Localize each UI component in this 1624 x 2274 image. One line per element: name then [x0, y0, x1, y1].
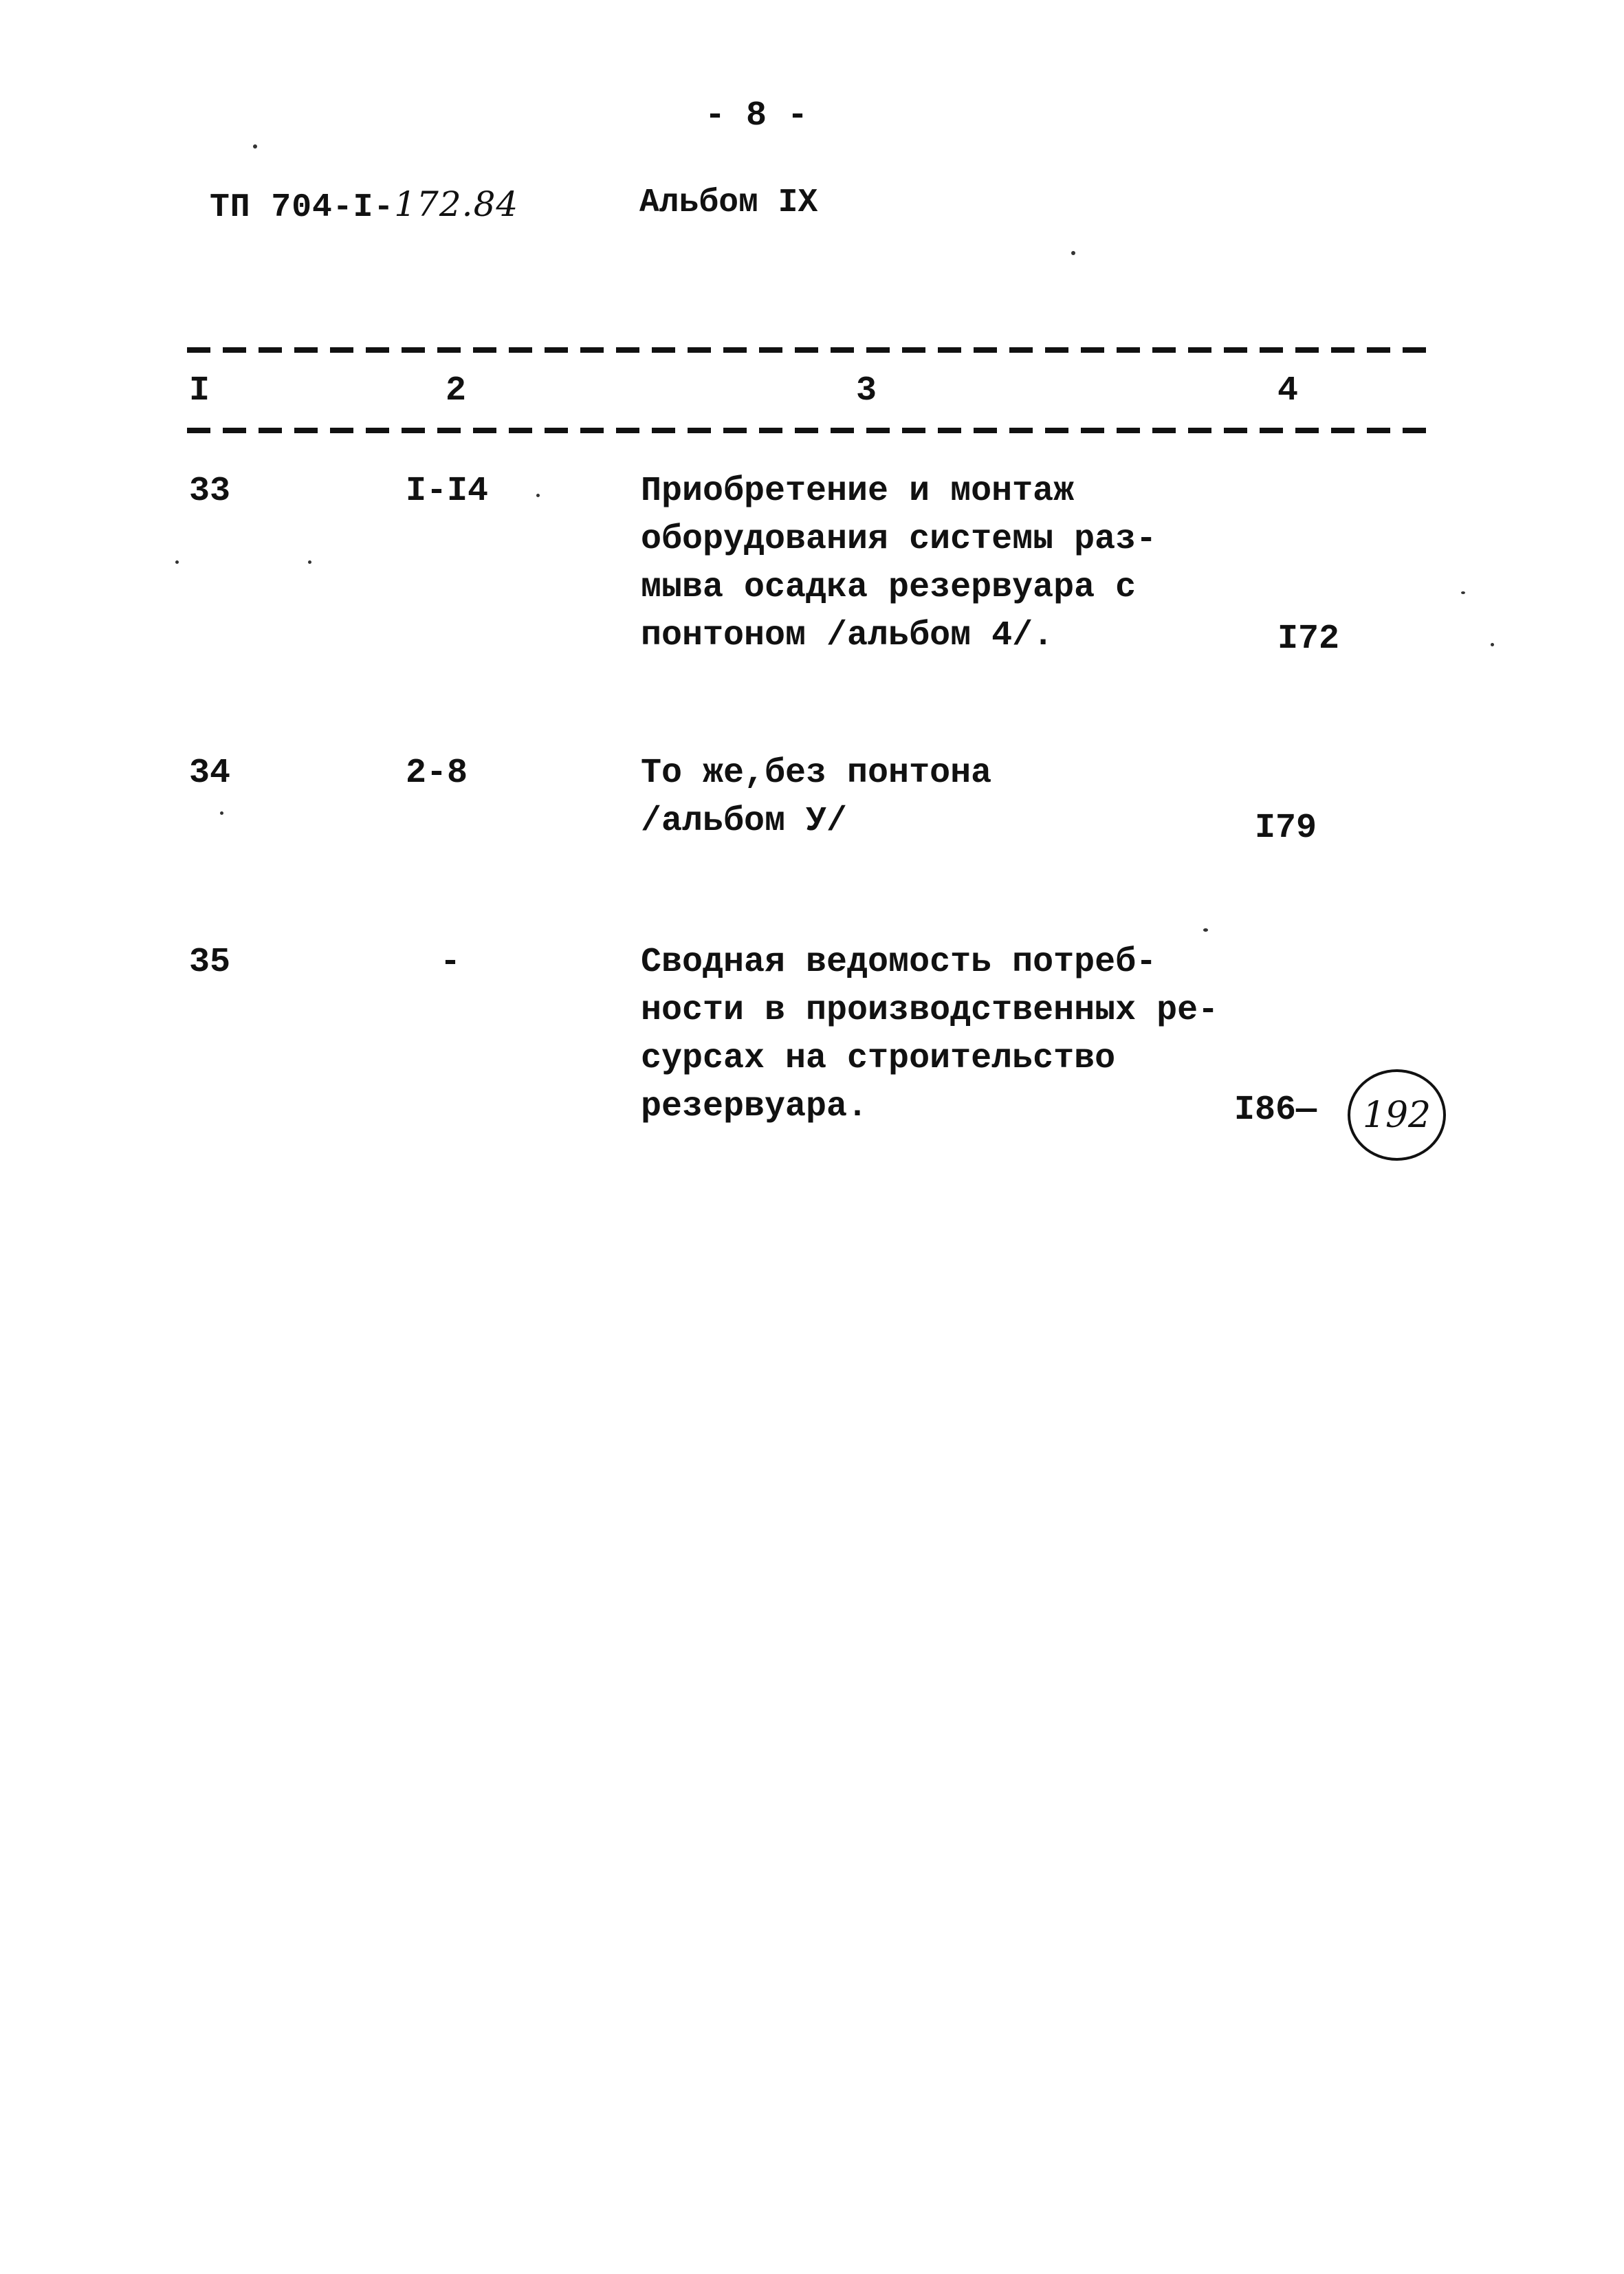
scan-speck	[308, 560, 311, 564]
scan-speck	[253, 144, 257, 149]
row-sheets: -	[440, 943, 461, 982]
page-number: - 8 -	[704, 96, 809, 135]
scan-speck	[1071, 251, 1075, 255]
row-description: Приобретение и монтаж оборудования системы раз- мыва осадка резервуара с понтоном /альбом 4/.	[641, 472, 1157, 655]
document-code	[210, 184, 518, 226]
table-header-rule	[187, 428, 1430, 433]
column-header-3: 3	[856, 371, 877, 411]
row-page: I72	[1277, 620, 1340, 659]
column-header-2: 2	[446, 371, 467, 411]
scan-speck	[175, 560, 179, 564]
row-sheets: I-I4	[406, 472, 489, 511]
row-number: 33	[189, 472, 231, 511]
scan-speck	[1203, 928, 1208, 932]
column-header-1: I	[189, 371, 210, 411]
scan-speck	[1491, 643, 1494, 646]
row-description: То же,без понтона /альбом У/	[641, 754, 992, 841]
scan-speck	[536, 494, 540, 497]
table-top-rule	[187, 347, 1430, 353]
row-page: I79	[1255, 809, 1317, 848]
row-number: 34	[189, 754, 231, 793]
document-code-handwritten: 172.84	[394, 184, 519, 224]
album-label: Альбом IX	[639, 184, 818, 221]
document-code-prefix: ТП 704-I-	[210, 189, 395, 226]
row-number: 35	[189, 943, 231, 982]
scan-speck	[1461, 591, 1465, 594]
row-description: Сводная ведомость потреб- ности в производственных ре- сурсах на строительство резервуара.	[641, 943, 1219, 1126]
column-header-4: 4	[1277, 371, 1299, 411]
row-sheets: 2-8	[406, 754, 468, 793]
circled-page-stamp: 192	[1348, 1069, 1446, 1161]
scan-speck	[220, 811, 223, 815]
row-page: I86—	[1234, 1091, 1317, 1130]
